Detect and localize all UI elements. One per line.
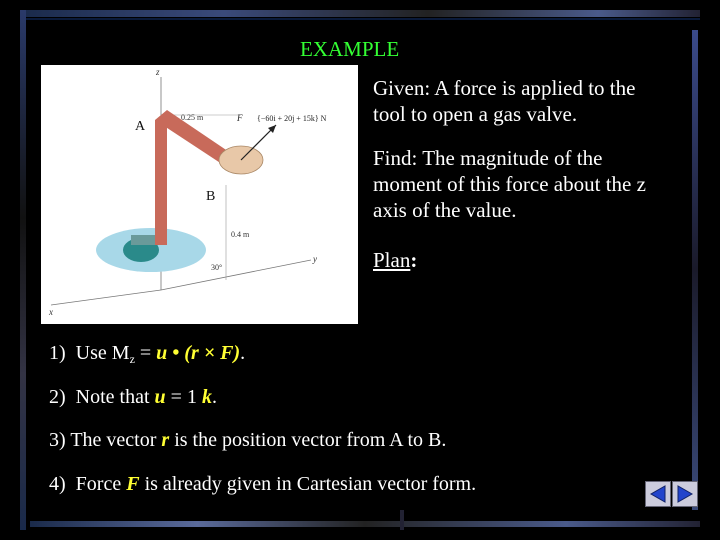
step-2-pre: Note that xyxy=(75,386,155,408)
dim-x-label: 0.25 m xyxy=(181,113,204,122)
step-1-mid: = xyxy=(134,342,157,364)
step-3-pre: The vector xyxy=(70,429,162,451)
top-border-inner xyxy=(20,18,700,20)
step-2 xyxy=(49,386,217,409)
force-value: {−60i + 20j + 15k} N xyxy=(257,114,327,123)
left-border xyxy=(20,10,26,530)
next-slide-button[interactable] xyxy=(672,481,698,507)
given-body: A force is applied to the tool to open a gas valve. xyxy=(373,76,636,126)
step-4-expr: F xyxy=(126,473,140,495)
find-body: The magnitude of the moment of this force about the z axis of the value. xyxy=(373,146,646,222)
step-1-sub: z xyxy=(129,352,135,366)
step-4-pre: Force xyxy=(75,473,127,495)
valve-figure xyxy=(41,65,358,324)
valve-diagram xyxy=(41,65,358,324)
slide-title: EXAMPLE xyxy=(300,37,400,61)
find-label: Find: xyxy=(373,146,418,170)
step-1-num: 1) xyxy=(49,342,66,364)
dim-z-label: 0.4 m xyxy=(231,230,250,239)
step-2-post: . xyxy=(211,386,217,408)
step-3-post: is the position vector from A to B. xyxy=(169,429,447,451)
find-text xyxy=(373,145,673,223)
step-1 xyxy=(49,342,245,367)
axis-x-label: x xyxy=(49,307,53,317)
step-2-expr1: u xyxy=(154,386,166,408)
angle-label: 30° xyxy=(211,263,223,272)
step-4-num: 4) xyxy=(49,473,66,495)
plan-heading xyxy=(373,247,417,273)
triangle-left-icon xyxy=(646,482,670,506)
step-2-mid: = 1 xyxy=(165,386,202,408)
step-1-pre: Use M xyxy=(75,342,130,364)
bottom-border-tick xyxy=(400,510,404,530)
point-a-label: A xyxy=(135,119,146,134)
prev-slide-button[interactable] xyxy=(645,481,671,507)
given-label: Given: xyxy=(373,76,431,100)
step-4-post: is already given in Cartesian vector form. xyxy=(139,473,477,495)
right-border xyxy=(692,30,698,510)
step-1-expr: u • (r × F) xyxy=(156,342,241,364)
step-2-num: 2) xyxy=(49,386,66,408)
plan-label: Plan xyxy=(373,248,411,272)
axis-z-label: z xyxy=(156,67,160,77)
triangle-right-icon xyxy=(673,482,697,506)
bottom-border xyxy=(30,521,700,527)
step-2-expr2: k xyxy=(201,386,212,408)
step-3 xyxy=(49,429,446,452)
axis-y-label: y xyxy=(313,254,317,264)
point-b-label: B xyxy=(206,189,216,204)
given-text xyxy=(373,75,673,127)
step-3-expr: r xyxy=(161,429,170,451)
step-3-num: 3) xyxy=(49,429,66,451)
top-border xyxy=(20,10,700,17)
step-4 xyxy=(49,473,476,496)
plan-colon: : xyxy=(410,248,418,272)
force-symbol: F xyxy=(237,113,243,123)
step-1-post: . xyxy=(240,342,246,364)
